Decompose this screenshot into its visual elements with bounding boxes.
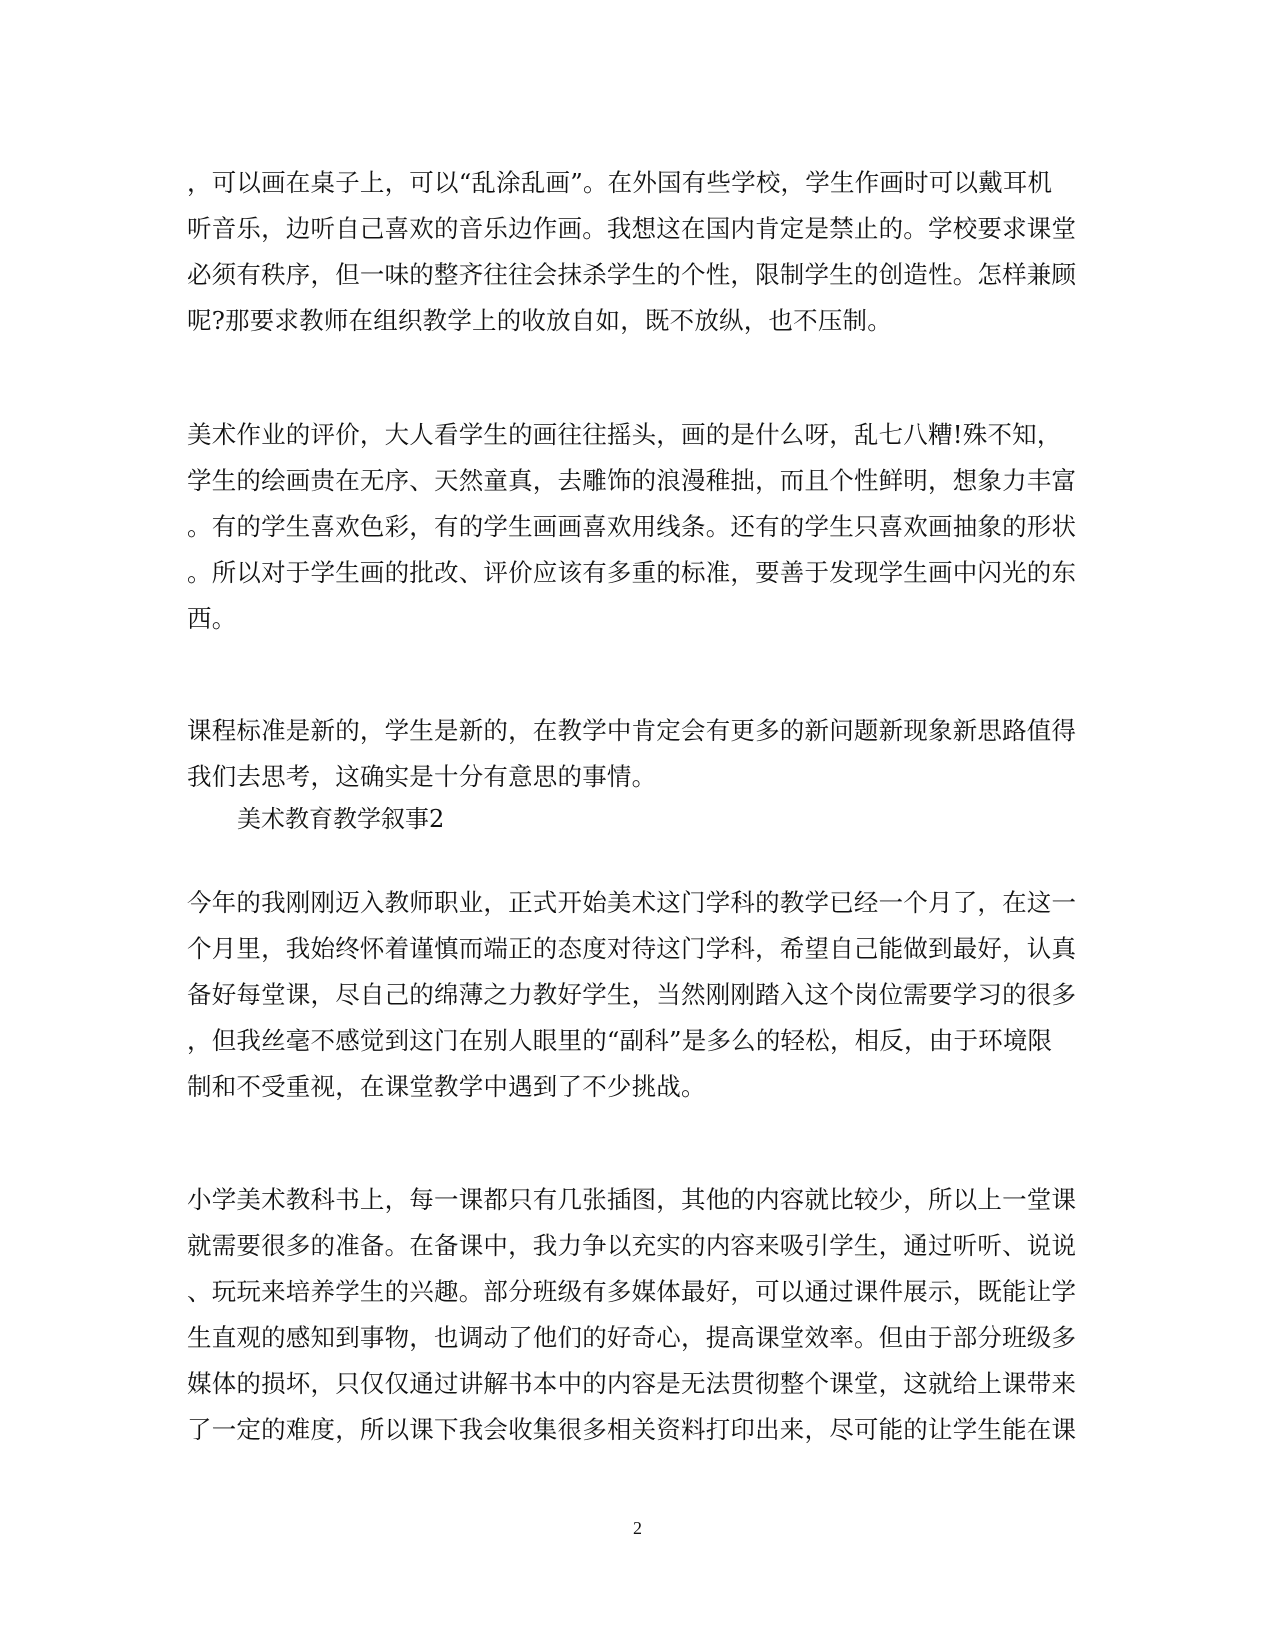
text-line: ，可以画在桌子上，可以“乱涂乱画”。在外国有些学校，学生作画时可以戴耳机 bbox=[187, 168, 1053, 197]
text-line: 媒体的损坏，只仅仅通过讲解书本中的内容是无法贯彻整个课堂，这就给上课带来 bbox=[187, 1369, 1077, 1398]
text-line: 美术作业的评价，大人看学生的画往往摇头，画的是什么呀，乱七八糟!殊不知， bbox=[187, 420, 1062, 449]
text-line: 。所以对于学生画的批改、评价应该有多重的标准，要善于发现学生画中闪光的东 bbox=[187, 558, 1077, 587]
text-line: 必须有秩序，但一味的整齐往往会抹杀学生的个性，限制学生的创造性。怎样兼顾 bbox=[187, 260, 1077, 289]
text-line: 。有的学生喜欢色彩，有的学生画画喜欢用线条。还有的学生只喜欢画抽象的形状 bbox=[187, 512, 1077, 541]
text-line: 、玩玩来培养学生的兴趣。部分班级有多媒体最好，可以通过课件展示，既能让学 bbox=[187, 1277, 1077, 1306]
text-line: 听音乐，边听自己喜欢的音乐边作画。我想这在国内肯定是禁止的。学校要求课堂 bbox=[187, 214, 1077, 243]
text-line: 备好每堂课，尽自己的绵薄之力教好学生，当然刚刚踏入这个岗位需要学习的很多 bbox=[187, 980, 1077, 1009]
text-line: 个月里，我始终怀着谨慎而端正的态度对待这门学科，希望自己能做到最好，认真 bbox=[187, 934, 1077, 963]
text-line: 制和不受重视，在课堂教学中遇到了不少挑战。 bbox=[187, 1072, 706, 1101]
text-line: 西。 bbox=[187, 604, 237, 633]
text-line: 我们去思考，这确实是十分有意思的事情。 bbox=[187, 762, 657, 791]
text-line: 了一定的难度，所以课下我会收集很多相关资料打印出来，尽可能的让学生能在课 bbox=[187, 1415, 1077, 1444]
text-line: 生直观的感知到事物，也调动了他们的好奇心，提高课堂效率。但由于部分班级多 bbox=[187, 1323, 1077, 1352]
paragraph-curriculum-standard bbox=[187, 708, 1092, 800]
text-line: 就需要很多的准备。在备课中，我力争以充实的内容来吸引学生，通过听听、说说 bbox=[187, 1231, 1077, 1260]
text-line: 课程标准是新的，学生是新的，在教学中肯定会有更多的新问题新现象新思路值得 bbox=[187, 716, 1077, 745]
paragraph-classroom-order bbox=[187, 160, 1092, 344]
text-line: 今年的我刚刚迈入教师职业，正式开始美术这门学科的教学已经一个月了，在这一 bbox=[187, 888, 1077, 917]
page-number: 2 bbox=[633, 1518, 642, 1538]
text-line: ，但我丝毫不感觉到这门在别人眼里的“副科”是多么的轻松，相反，由于环境限 bbox=[187, 1026, 1053, 1055]
paragraph-textbook-preparation bbox=[187, 1177, 1092, 1453]
text-line: 学生的绘画贵在无序、天然童真，去雕饰的浪漫稚拙，而且个性鲜明，想象力丰富 bbox=[187, 466, 1077, 495]
paragraph-art-evaluation bbox=[187, 412, 1092, 642]
section-heading: 美术教育教学叙事2 bbox=[237, 805, 445, 833]
text-line: 小学美术教科书上，每一课都只有几张插图，其他的内容就比较少，所以上一堂课 bbox=[187, 1185, 1077, 1214]
paragraph-new-teacher bbox=[187, 880, 1092, 1110]
text-line: 呢?那要求教师在组织教学上的收放自如，既不放纵，也不压制。 bbox=[187, 306, 892, 335]
